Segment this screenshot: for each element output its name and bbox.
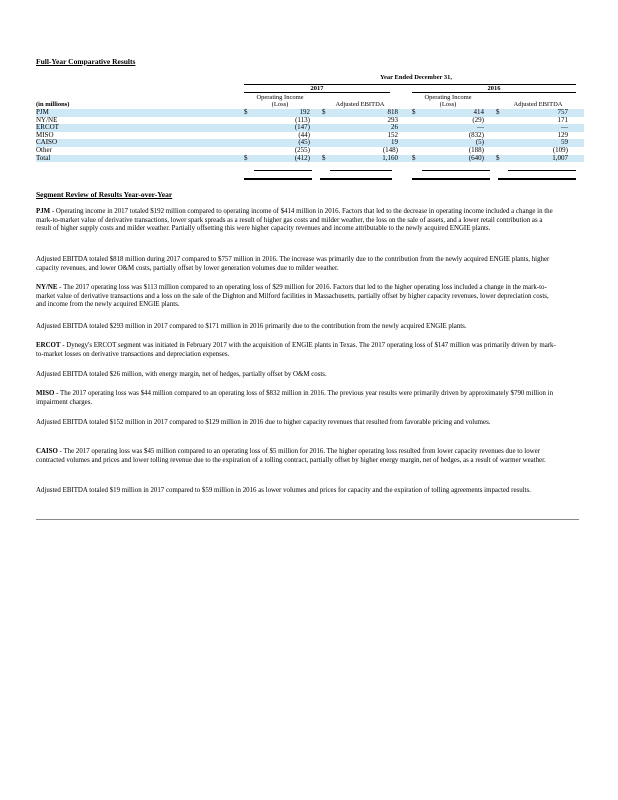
dollar-sign: $ (244, 153, 248, 162)
paragraph-text: - Operating income in 2017 totaled $192 million compared to operating income of $414 million in 2016. Factors that led to the decrease in operating income included a change in the mark-to-market value of derivative transactions, lower spark spreads as a result of higher gas costs and milder weather, the loss on the sale of assets, and a lower retail contribution as a result of higher supply costs and milder weather. Partially offsetting this were higher capacity revenues and income attributable to the newly acquired ENGIE plants. (36, 208, 553, 233)
col-ebitda-2017: Adjusted EBITDA (335, 101, 385, 108)
ebitda-2017-value: 293 (387, 115, 398, 124)
paragraph-lead: CAISO (36, 448, 58, 455)
paragraph-ercot-ebitda (36, 371, 558, 380)
op-2016-value: (5) (475, 138, 484, 147)
paragraph-lead: NY/NE (36, 284, 58, 291)
ebitda-2016-value: 59 (561, 138, 568, 147)
op-2016-value: (188) (468, 145, 484, 154)
ebitda-2017-value: 152 (387, 130, 398, 139)
row-label: Other (36, 145, 52, 154)
op-2017-value: 192 (299, 108, 310, 116)
paragraph-caiso-ebitda (36, 487, 558, 496)
table-row (36, 139, 584, 147)
dollar-sign: $ (412, 108, 416, 116)
ebitda-2016-value: 171 (557, 115, 568, 124)
period-header: Year Ended December 31, (380, 74, 452, 81)
ebitda-2016-value: — (561, 123, 568, 132)
subtotal-rule-2 (330, 170, 392, 171)
ebitda-2016-value: (109) (552, 145, 568, 154)
total-op-2017: (412) (294, 153, 310, 162)
subtotal-rule-1 (254, 170, 312, 171)
paragraph-text: Adjusted EBITDA totaled $26 million, with energy margin, net of hedges, partially offset by O&M costs. (36, 371, 327, 378)
paragraph-caiso (36, 448, 558, 465)
table-row (36, 132, 584, 140)
op-2017-value: (113) (295, 115, 310, 124)
paragraph-text: Adjusted EBITDA totaled $19 million in 2017 compared to $59 million in 2016 as lower volumes and prices for capacity and the expiration of tolling agreements impacted results. (36, 487, 531, 494)
dollar-sign: $ (496, 108, 500, 116)
total-label: Total (36, 153, 51, 162)
year-2016-header: 2016 (487, 85, 501, 92)
row-label: PJM (36, 108, 49, 116)
paragraph-text: - Dynegy's ERCOT segment was initiated in February 2017 with the acquisition of ENGIE plants in Texas. The 2017 operating loss of $147 million was primarily driven by mark-to-market losses on derivative transactions and depreciation expenses. (36, 342, 556, 358)
row-label: ERCOT (36, 123, 59, 132)
ebitda-2017-value: 818 (387, 108, 398, 116)
col-operating-2016: Operating Income (Loss) (424, 94, 472, 108)
op-2016-value: (29) (472, 115, 484, 124)
dollar-sign: $ (322, 108, 326, 116)
paragraph-pjm-ebitda (36, 256, 558, 273)
paragraph-text: - The 2017 operating loss was $113 million compared to an operating loss of $29 million for 2016. Factors that led to the higher operating loss included a change in the mark-to-market value of derivative transactions and a loss on the sale of the Dighton and Milford facilities in Massachusetts, partially offset by higher capacity revenues, lower depreciation costs, and income from the newly acquired ENGIE plants. (36, 284, 549, 309)
table-row (36, 147, 584, 155)
col-operating-2017: Operating Income (Loss) (256, 94, 304, 108)
total-ebitda-2016: 1,007 (552, 153, 568, 162)
table-total-row (36, 155, 584, 163)
ebitda-2016-value: 757 (557, 108, 568, 116)
subtotal-rule-4 (508, 170, 576, 171)
row-label: NY/NE (36, 115, 58, 124)
ebitda-2016-value: 129 (557, 130, 568, 139)
dollar-sign: $ (244, 108, 248, 116)
total-ebitda-2017: 1,160 (382, 153, 398, 162)
units-label: (in millions) (36, 101, 70, 108)
paragraph-pjm (36, 208, 558, 234)
paragraph-nyne-ebitda (36, 323, 558, 332)
paragraph-ercot (36, 342, 558, 359)
paragraph-text: Adjusted EBITDA totaled $152 million in 2017 compared to $129 million in 2016 due to higher capacity revenues that resulted from favorable pricing and volumes. (36, 419, 491, 426)
year-2017-header: 2017 (310, 85, 324, 92)
header-rule-top (244, 84, 576, 85)
dollar-sign: $ (496, 153, 500, 162)
table-row (36, 117, 584, 125)
total-rule-4 (498, 178, 576, 180)
paragraph-nyne (36, 284, 558, 310)
paragraph-text: - The 2017 operating loss was $44 million compared to an operating loss of $832 million in 2016. The previous year results were primarily driven by approximately $790 million in impairment charges. (36, 390, 554, 406)
paragraph-text: - The 2017 operating loss was $45 million compared to an operating loss of $5 million for 2016. The higher operating loss resulted from lower capacity revenues due to lower contracted volumes and prices and lower tolling revenue due to the expiration of a tolling contract, partially offset by higher energy margin, net of hedges, as a result of warmer weather. (36, 448, 546, 464)
total-rule-1 (244, 178, 312, 180)
header-rule-2017 (244, 92, 390, 93)
comparative-results-title: Full-Year Comparative Results (36, 57, 136, 66)
paragraph-lead: MISO (36, 390, 55, 397)
op-2017-value: (44) (298, 130, 310, 139)
dollar-sign: $ (322, 153, 326, 162)
page-divider (36, 519, 579, 520)
paragraph-text: Adjusted EBITDA totaled $818 million during 2017 compared to $757 million in 2016. The increase was primarily due to the contribution from the newly acquired ENGIE plants, higher capacity revenues, and lower O&M costs, partially offset by lower generation volumes due to milder weather. (36, 256, 550, 272)
op-2017-value: (147) (294, 123, 310, 132)
ebitda-2017-value: (148) (382, 145, 398, 154)
paragraph-miso-ebitda (36, 419, 558, 428)
row-label: CAISO (36, 138, 58, 147)
subtotal-rule-3 (422, 170, 490, 171)
total-rule-3 (412, 178, 490, 180)
op-2016-value: (832) (468, 130, 484, 139)
col-ebitda-2016: Adjusted EBITDA (513, 101, 563, 108)
paragraph-lead: PJM (36, 208, 51, 215)
table-row (36, 109, 584, 117)
paragraph-miso (36, 390, 558, 407)
row-label: MISO (36, 130, 54, 139)
paragraph-text: Adjusted EBITDA totaled $293 million in 2017 compared to $171 million in 2016 primarily due to the contribution from the newly acquired ENGIE plants. (36, 323, 467, 330)
header-rule-2016 (412, 92, 576, 93)
total-op-2016: (640) (468, 153, 484, 162)
segment-review-title: Segment Review of Results Year-over-Year (36, 190, 173, 199)
dollar-sign: $ (412, 153, 416, 162)
table-row (36, 124, 584, 132)
paragraph-lead: ERCOT (36, 342, 61, 349)
ebitda-2017-value: 26 (391, 123, 398, 132)
op-2016-value: — (477, 123, 484, 132)
ebitda-2017-value: 19 (391, 138, 398, 147)
op-2016-value: 414 (473, 108, 484, 116)
comparative-table (36, 109, 584, 162)
total-rule-2 (320, 178, 392, 180)
op-2017-value: (45) (298, 138, 310, 147)
op-2017-value: (255) (294, 145, 310, 154)
